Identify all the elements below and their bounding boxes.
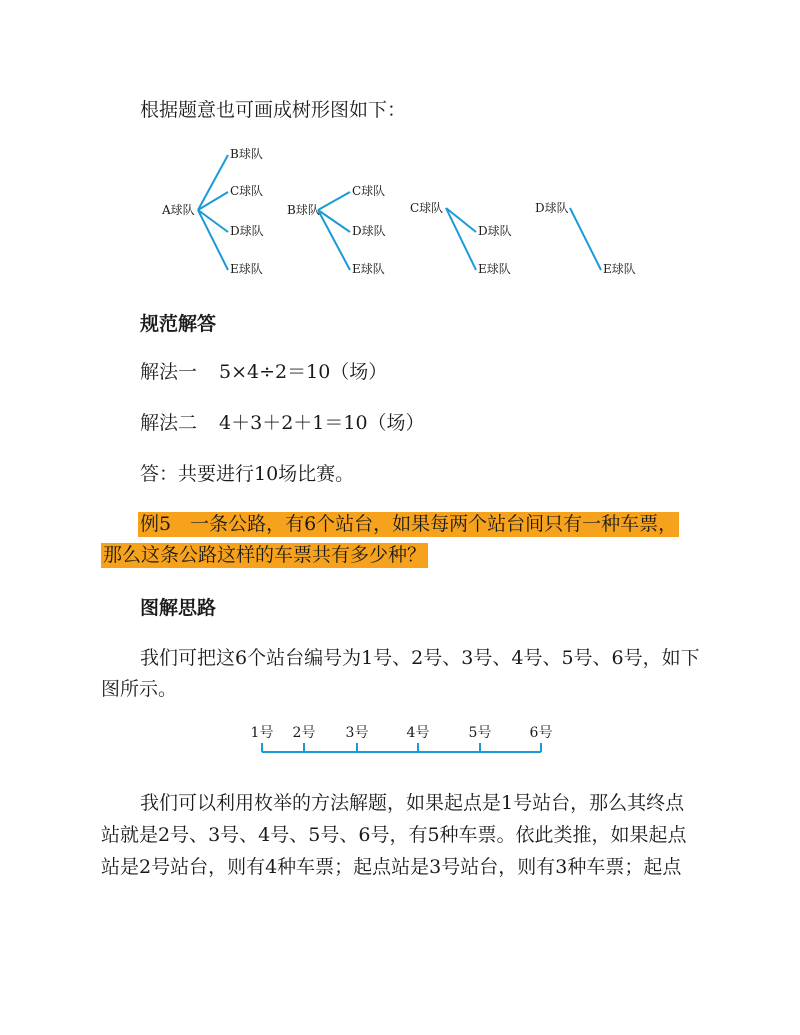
reasoning-line2: 站就是2号、3号、4号、5号、6号，有5种车票。依此类推，如果起点 (101, 824, 687, 846)
analysis-heading: 图解思路 (140, 597, 217, 619)
tree-leaf-label: D球队 (352, 224, 386, 238)
tree-leaf-label: C球队 (352, 184, 386, 198)
tree-leaf-label: E球队 (230, 262, 263, 276)
station-label: 2号 (292, 725, 316, 741)
solution-heading: 规范解答 (140, 313, 217, 335)
tree-root-label: A球队 (162, 203, 195, 217)
method-two-expression: 4＋3＋2＋1＝10（场） (219, 412, 425, 434)
method-one-expression: 5×4÷2＝10（场） (219, 361, 388, 383)
method-two-label: 解法二 (140, 412, 198, 434)
tree-branch-line (446, 208, 476, 270)
tree-leaf-label: D球队 (230, 224, 264, 238)
example5-line2: 那么这条公路这样的车票共有多少种？ (103, 544, 427, 566)
tree-root-label: C球队 (410, 201, 444, 215)
tree-branch-line (198, 210, 228, 270)
station-line (262, 743, 541, 752)
method-two (140, 412, 425, 434)
tree-leaf-label: E球队 (603, 262, 636, 276)
tree-diagram (0, 140, 800, 280)
station-diagram (0, 715, 800, 775)
reasoning-line1: 我们可以利用枚举的方法解题，如果起点是1号站台，那么其终点 (140, 792, 685, 814)
tree-branch-line (570, 208, 601, 270)
analysis-line1: 我们可把这6个站台编号为1号、2号、3号、4号、5号、6号，如下 (140, 647, 700, 669)
station-label: 4号 (406, 725, 430, 741)
tree-labels (161, 146, 636, 276)
tree-leaf-label: B球队 (230, 147, 263, 161)
tree-leaf-label: E球队 (478, 262, 511, 276)
station-labels (251, 725, 553, 741)
tree-leaf-label: C球队 (230, 184, 264, 198)
intro-text: 根据题意也可画成树形图如下： (140, 99, 407, 121)
answer-text: 答：共要进行10场比赛。 (140, 463, 355, 485)
tree-root-label: D球队 (535, 201, 569, 215)
station-label: 6号 (529, 725, 553, 741)
station-label: 3号 (345, 725, 369, 741)
station-label: 1号 (250, 725, 274, 741)
tree-leaf-label: E球队 (352, 262, 385, 276)
tree-branch-line (318, 192, 350, 210)
example5-line1: 例5 一条公路，有6个站台，如果每两个站台间只有一种车票， (140, 513, 678, 535)
tree-branch-line (446, 208, 476, 232)
tree-branch-line (318, 210, 350, 270)
method-one (140, 361, 387, 383)
reasoning-line3: 站是2号站台，则有4种车票；起点站是3号站台，则有3种车票；起点 (101, 856, 682, 878)
method-one-label: 解法一 (140, 361, 198, 383)
analysis-line2: 图所示。 (101, 678, 178, 700)
station-label: 5号 (468, 725, 492, 741)
tree-leaf-label: D球队 (478, 224, 512, 238)
tree-root-label: B球队 (287, 203, 320, 217)
